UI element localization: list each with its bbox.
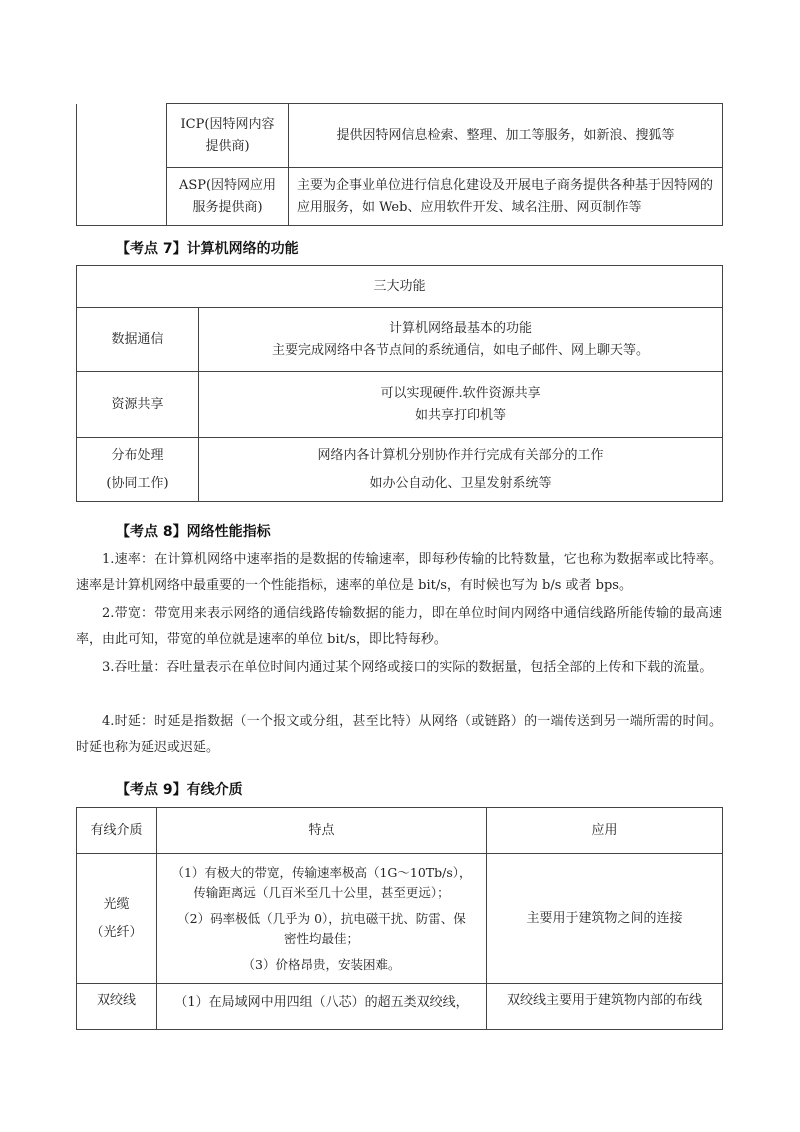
table-header-row <box>77 808 723 854</box>
medium-features <box>157 854 487 984</box>
medium-name: 双绞线 <box>77 984 157 1030</box>
medium-application: 主要用于建筑物之间的连接 <box>487 854 723 984</box>
function-desc-line: 计算机网络最基本的功能 <box>389 320 533 336</box>
column-header: 应用 <box>487 808 723 854</box>
section-9-title: 【考点 9】有线介质 <box>116 782 243 798</box>
paragraph-bandwidth: 2.带宽：带宽用来表示网络的通信线路传输数据的能力，即在单位时间内网络中通信线路所能传输的最高速率，由此可知，带宽的单位就是速率的单位 bit/s，即比特每秒。 <box>76 606 722 647</box>
table-header: 三大功能 <box>77 266 723 308</box>
function-desc-line: 网络内各计算机分别协作并行完成有关部分的工作 <box>317 447 604 463</box>
isp-type-name: ASP(因特网应用 服务提供商) <box>167 168 289 226</box>
function-name: 分布处理 (协同工作) <box>77 438 199 502</box>
feature-line: （1）有极大的带宽，传输速率极高（1G～10Tb/s）， <box>171 864 472 880</box>
medium-features: （1）在局域网中用四组（八芯）的超五类双绞线， <box>157 984 487 1030</box>
function-desc <box>199 308 723 372</box>
table-row <box>77 438 723 502</box>
isp-type-desc: 提供因特网信息检索、整理、加工等服务，如新浪、搜狐等 <box>289 104 723 168</box>
table-row <box>77 372 723 438</box>
table-row <box>77 104 723 168</box>
paragraph-rate: 1.速率：在计算机网络中速率指的是数据的传输速率，即每秒传输的比特数量，它也称为数据率或比特率。速率是计算机网络中最重要的一个性能指标，速率的单位是 bit/s，有时候也写为 b/s 或者 bps。 <box>76 552 722 593</box>
column-header: 有线介质 <box>77 808 157 854</box>
medium-name <box>77 854 157 984</box>
function-desc <box>199 438 723 502</box>
feature-line: （3）价格昂贵，安装困难。 <box>242 956 401 972</box>
paragraph-throughput: 3.吞吐量：吞吐量表示在单位时间内通过某个网络或接口的实际的数据量，包括全部的上传和下载的流量。 <box>102 660 713 675</box>
wired-media-table <box>76 807 723 1030</box>
isp-type-name: ICP(因特网内容 提供商) <box>167 104 289 168</box>
blank-cell <box>77 168 167 226</box>
feature-line: （2）码率极低（几乎为 0），抗电磁干扰、防雷、保 <box>177 910 466 926</box>
network-functions-table <box>76 265 723 502</box>
table-row <box>77 854 723 984</box>
function-desc-line: 如共享打印机等 <box>415 407 507 423</box>
function-name: 数据通信 <box>77 308 199 372</box>
function-desc-line: 可以实现硬件.软件资源共享 <box>380 385 541 401</box>
paragraph-latency: 4.时延：时延是指数据（一个报文或分组，甚至比特）从网络（或链路）的一端传送到另一端所需的时间。时延也称为延迟或迟延。 <box>76 714 722 755</box>
section-7-title: 【考点 7】计算机网络的功能 <box>116 241 299 257</box>
isp-type-desc: 主要为企事业单位进行信息化建设及开展电子商务提供各种基于因特网的应用服务，如 Web、应用软件开发、域名注册、网页制作等 <box>289 168 723 226</box>
function-desc <box>199 372 723 438</box>
table-row <box>77 308 723 372</box>
medium-application: 双绞线主要用于建筑物内部的布线 <box>487 984 723 1030</box>
column-header: 特点 <box>157 808 487 854</box>
feature-line: 密性均最佳； <box>283 930 359 946</box>
medium-name-line: （光纤） <box>90 924 143 940</box>
table-row <box>77 984 723 1030</box>
isp-types-table <box>76 103 723 226</box>
function-desc-line: 如办公自动化、卫星发射系统等 <box>369 475 552 491</box>
function-desc-line: 主要完成网络中各节点间的系统通信，如电子邮件、网上聊天等。 <box>272 342 650 358</box>
section-8-title: 【考点 8】网络性能指标 <box>116 524 271 540</box>
medium-name-line: 光缆 <box>103 896 130 912</box>
table-header-row <box>77 266 723 308</box>
feature-line: 传输距离远（几百米至几十公里，甚至更远）； <box>193 884 450 900</box>
blank-cell <box>77 104 167 168</box>
function-name: 资源共享 <box>77 372 199 438</box>
table-row <box>77 168 723 226</box>
